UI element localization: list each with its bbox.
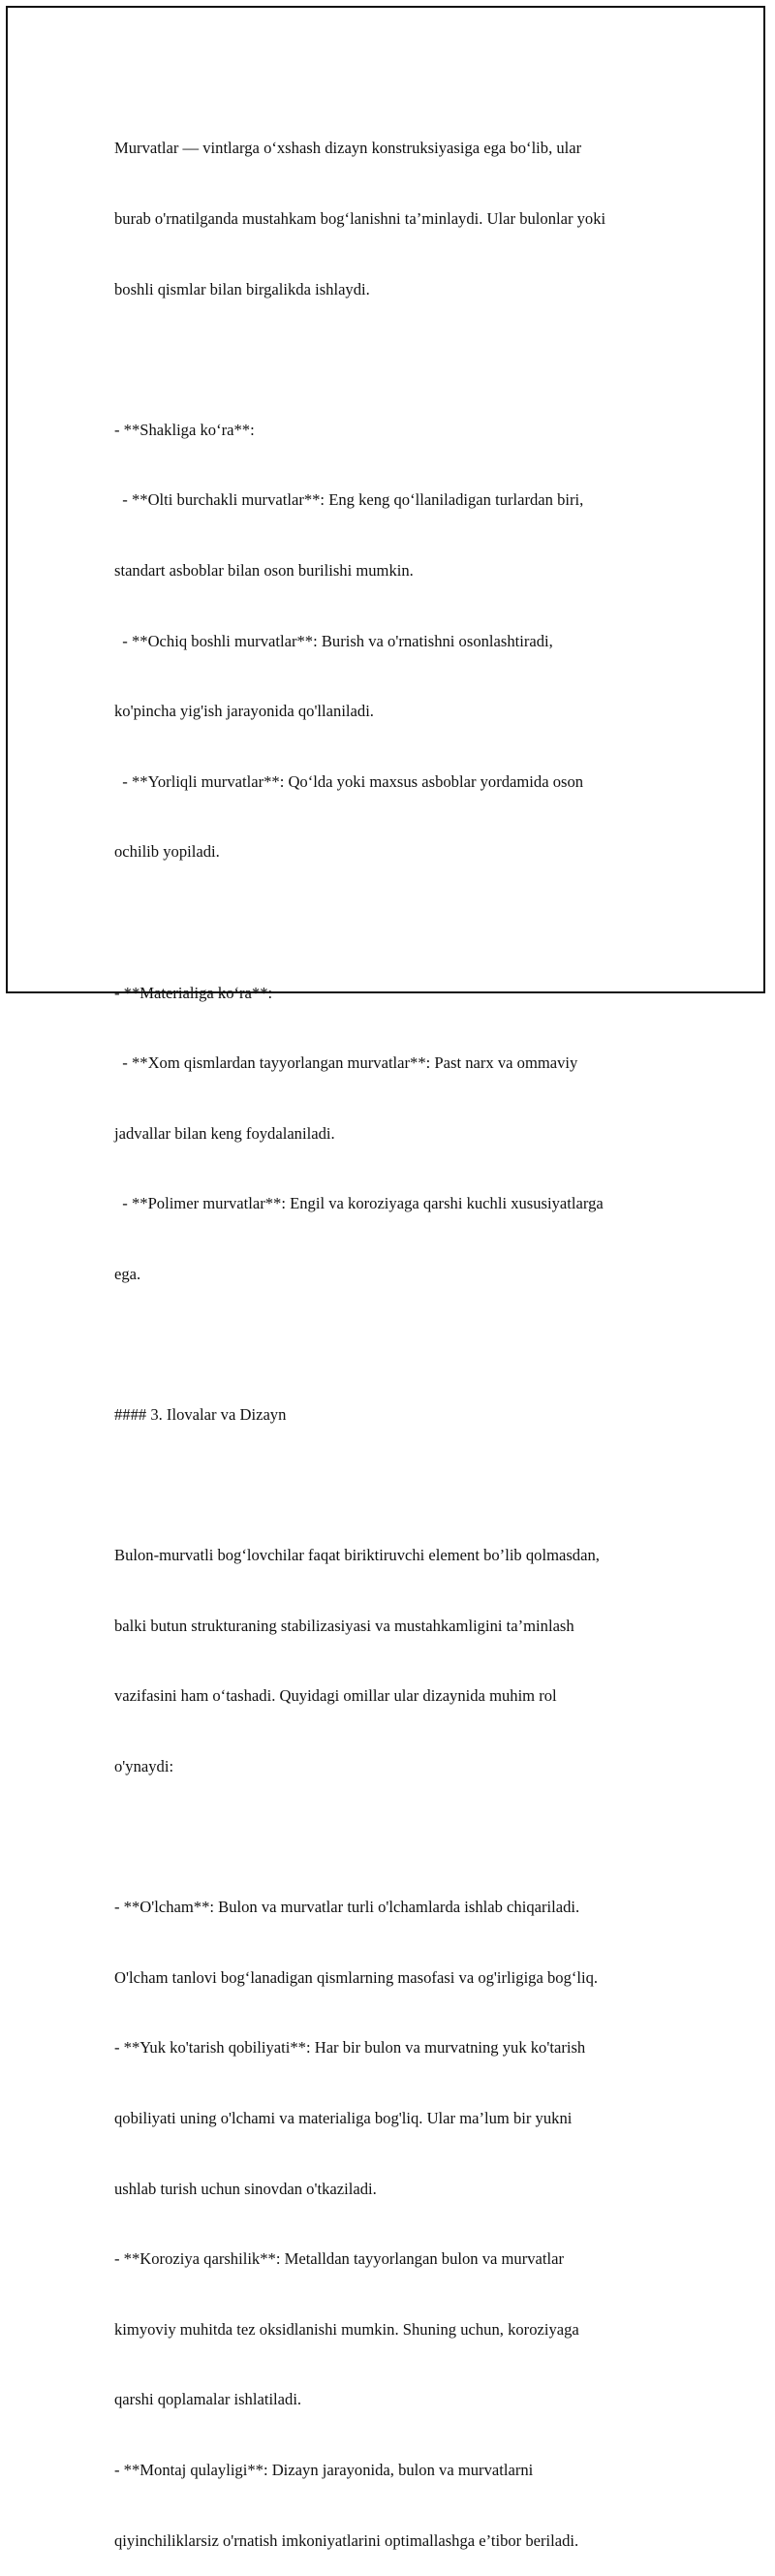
text-line: ochilib yopiladi. xyxy=(114,842,220,862)
text-line: ushlab turish uchun sinovdan o'tkaziladi. xyxy=(114,2179,377,2198)
text-line: ega. xyxy=(114,1264,141,1283)
text-line: burab o'rnatilganda mustahkam bog‘lanishni ta’minlaydi. Ular bulonlar yoki xyxy=(114,209,606,228)
text-line: O'lcham tanlovi bog‘lanadigan qismlarning masofasi va og'irligiga bog‘liq. xyxy=(114,1967,599,1987)
list-heading: - **Shakliga ko‘ra**: xyxy=(114,420,255,439)
text-line: jadvallar bilan keng foydalaniladi. xyxy=(114,1123,335,1143)
text-line: qobiliyati uning o'lchami va materialiga bog'liq. Ular ma’lum bir yukni xyxy=(114,2109,573,2128)
text-line: vazifasini ham o‘tashadi. Quyidagi omillar ular dizaynida muhim rol xyxy=(114,1686,557,1706)
text-line: balki butun strukturaning stabilizasiyasi va mustahkamligini ta’minlash xyxy=(114,1616,574,1635)
text-line: qiyinchiliklarsiz o'rnatish imkoniyatlarini optimallashga e’tibor beriladi. xyxy=(114,2530,579,2550)
list-item: - **Polimer murvatlar**: Engil va koroziyaga qarshi kuchli xususiyatlarga xyxy=(114,1194,604,1213)
text-line: ko'pincha yig'ish jarayonida qo'llaniladi. xyxy=(114,702,374,721)
text-line: Bulon-murvatli bog‘lovchilar faqat biriktiruvchi element bo’lib qolmasdan, xyxy=(114,1546,600,1565)
list-item: - **O'lcham**: Bulon va murvatlar turli o'lchamlarda ishlab chiqariladi. xyxy=(114,1898,580,1917)
blank-line xyxy=(114,1334,696,1357)
list-heading: - **Materialiga ko‘ra**: xyxy=(114,983,273,1002)
list-item: - **Montaj qulayligi**: Dizayn jarayonida, bulon va murvatlarni xyxy=(114,2461,534,2479)
list-item: - **Ochiq boshli murvatlar**: Burish va o'rnatishni osonlashtiradi, xyxy=(114,631,553,650)
text-line: o'ynaydi: xyxy=(114,1757,174,1776)
list-item: - **Olti burchakli murvatlar**: Eng keng qo‘llaniladigan turlardan biri, xyxy=(114,490,584,510)
document-body xyxy=(114,90,696,2576)
blank-line xyxy=(114,911,696,934)
list-item: - **Xom qismlardan tayyorlangan murvatlar**: Past narx va ommaviy xyxy=(114,1053,578,1073)
blank-line xyxy=(114,1474,696,1497)
list-item: - **Yuk ko'tarish qobiliyati**: Har bir bulon va murvatning yuk ko'tarish xyxy=(114,2038,586,2058)
text-line: boshli qismlar bilan birgalikda ishlaydi. xyxy=(114,279,370,298)
blank-line xyxy=(114,1826,696,1849)
section-heading: #### 3. Ilovalar va Dizayn xyxy=(114,1405,287,1425)
list-item: - **Koroziya qarshilik**: Metalldan tayyorlangan bulon va murvatlar xyxy=(114,2249,565,2269)
text-line: qarshi qoplamalar ishlatiladi. xyxy=(114,2390,302,2409)
text-line: kimyoviy muhitda tez oksidlanishi mumkin. Shuning uchun, koroziyaga xyxy=(114,2319,579,2339)
text-line: Murvatlar — vintlarga o‘xshash dizayn konstruksiyasiga ega bo‘lib, ular xyxy=(114,139,582,158)
list-item: - **Yorliqli murvatlar**: Qo‘lda yoki maxsus asboblar yordamida oson xyxy=(114,771,584,791)
text-line: standart asboblar bilan oson burilishi mumkin. xyxy=(114,560,414,580)
blank-line xyxy=(114,348,696,371)
